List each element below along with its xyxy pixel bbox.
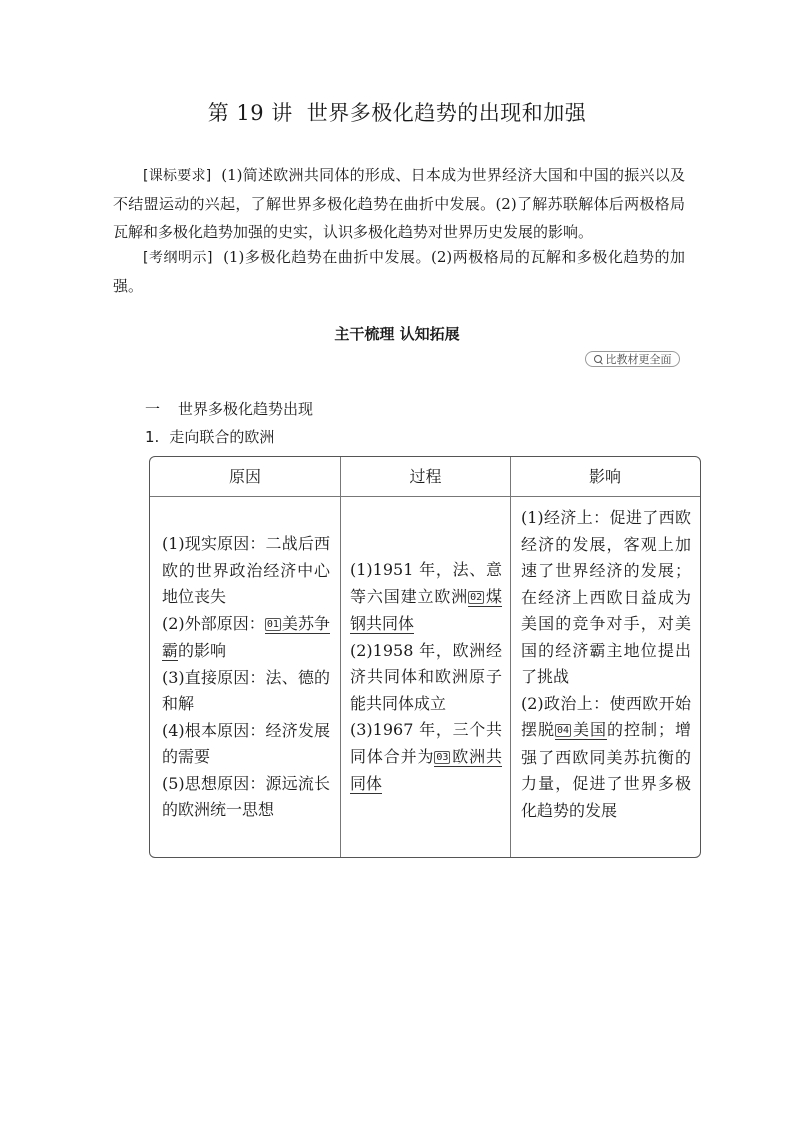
reason-item: (1)现实原因：二战后西欧的世界政治经济中心地位丧失 — [162, 534, 330, 606]
compare-label: 比教材更全面 — [605, 353, 672, 366]
reason-item: (5)思想原因：源远流长的欧洲统一思想 — [162, 773, 330, 819]
exam-outline — [113, 243, 685, 300]
curriculum-standards — [113, 161, 685, 246]
section-title: 主干梳理 认知拓展 — [334, 325, 460, 343]
blank-number: 02 — [470, 591, 483, 603]
outline-text: (1)多极化趋势在曲折中发展。(2)两极格局的瓦解和多极化趋势的加强。 — [113, 248, 685, 295]
standards-tag: [课标要求] — [143, 168, 212, 184]
impact-cell — [521, 505, 691, 824]
answer-text: 煤钢共同体 — [350, 586, 502, 633]
heading-level2 — [145, 426, 274, 447]
lesson-title: 世界多极化趋势的出现和加强 — [306, 101, 587, 125]
impact-item: (2)政治上：使西欧开始摆脱 04 美国的控制；增强了西欧同美苏抗衡的力量，促进了世界多极化趋势的发展 — [521, 693, 691, 820]
answer-text: 欧洲共同体 — [350, 746, 502, 793]
process-item: (3)1967 年，三个共同体合并为 03 欧洲共同体 — [350, 720, 502, 793]
header-divider — [150, 496, 700, 497]
heading1-text: 世界多极化趋势出现 — [178, 400, 314, 418]
answer-underline — [555, 720, 607, 740]
column-divider — [510, 457, 511, 857]
heading2-text: 走向联合的欧洲 — [169, 428, 275, 446]
impact-item: (1)经济上：促进了西欧经济的发展，客观上加速了世界经济的发展；在经济上西欧日益成为美国的竞争对手，对美国的经济霸主地位提出了挑战 — [521, 508, 691, 686]
europe-union-table — [149, 456, 701, 858]
blank-number: 03 — [436, 751, 449, 763]
process-cell — [350, 557, 502, 798]
process-item: (1)1951 年，法、意等六国建立欧洲 02 煤钢共同体 — [350, 560, 502, 633]
lesson-number: 第 19 讲 — [207, 101, 293, 125]
heading-level1 — [145, 398, 313, 419]
reason-item: (2)外部原因： 01 美苏争霸的影响 — [162, 613, 330, 660]
heading2-index: 1. — [145, 428, 160, 446]
heading1-index: 一 — [145, 400, 161, 418]
compare-button[interactable] — [585, 351, 680, 367]
reasons-cell — [162, 531, 330, 824]
header-impact: 影响 — [588, 467, 621, 486]
outline-tag: [考纲明示] — [143, 250, 213, 266]
page-title — [0, 97, 794, 127]
answer-text: 美国 — [572, 720, 608, 739]
blank-number: 01 — [266, 618, 279, 630]
search-icon — [594, 355, 603, 364]
reason-item: (4)根本原因：经济发展的需要 — [162, 720, 330, 766]
column-divider — [340, 457, 341, 857]
blank-number: 04 — [556, 725, 570, 736]
process-item: (2)1958 年，欧洲经济共同体和欧洲原子能共同体成立 — [350, 640, 502, 713]
standards-text: (1)简述欧洲共同体的形成、日本成为世界经济大国和中国的振兴以及不结盟运动的兴起，了解世界多极化趋势在曲折中发展。(2)了解苏联解体后两极格局瓦解和多极化趋势加强的史实，认识多极化趋势对世界历史发展的影响。 — [113, 166, 685, 241]
header-process: 过程 — [409, 467, 442, 486]
reason-item: (3)直接原因：法、德的和解 — [162, 667, 330, 713]
header-reason: 原因 — [228, 467, 261, 486]
answer-text: 美苏争霸 — [162, 613, 330, 660]
